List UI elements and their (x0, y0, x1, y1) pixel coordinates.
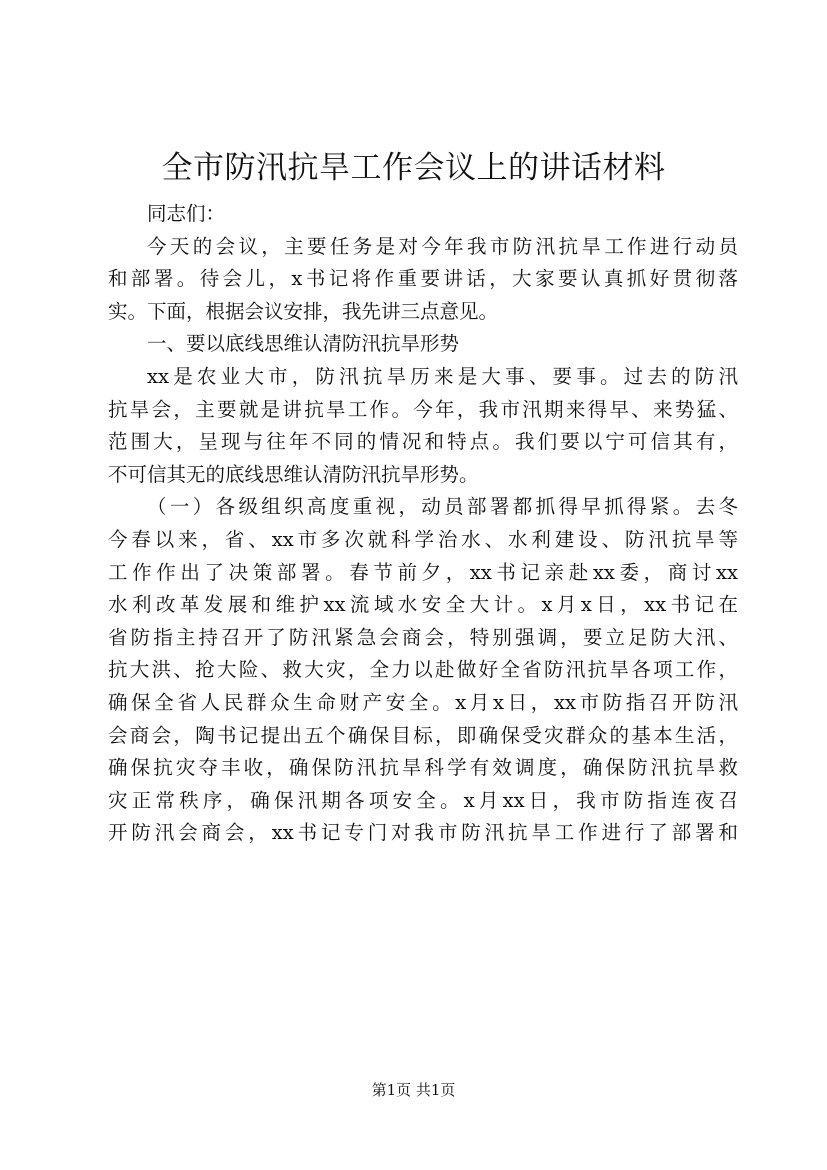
paragraph-line: 不可信其无的底线思维认清防汛抗旱形势。 (108, 462, 479, 486)
paragraph-line: xx是农业大市，防汛抗旱历来是大事、要事。过去的防汛 (147, 364, 738, 388)
page-footer: 第1页 共1页 (371, 1081, 456, 1099)
paragraph-line: 确保全省人民群众生命财产安全。x月x日，xx市防指召开防汛 (108, 690, 738, 714)
paragraph-line: 同志们： (147, 202, 226, 225)
paragraph-line: 抗旱会，主要就是讲抗旱工作。今年，我市汛期来得早、来势猛、 (108, 397, 738, 421)
paragraph-line: 一、要以底线思维认清防汛抗旱形势 (147, 332, 460, 356)
paragraph-line: 会商会，陶书记提出五个确保目标，即确保受灾群众的基本生活， (108, 723, 738, 747)
paragraph-line: 开防汛会商会，xx书记专门对我市防汛抗旱工作进行了部署和 (108, 821, 738, 845)
paragraph-line: 抗大洪、抢大险、救大灾，全力以赴做好全省防汛抗旱各项工作， (108, 658, 738, 682)
document-body (108, 198, 738, 850)
paragraph-line: 确保抗灾夺丰收，确保防汛抗旱科学有效调度，确保防汛抗旱救 (108, 756, 738, 780)
paragraph-line: （一）各级组织高度重视，动员部署都抓得早抓得紧。去冬 (147, 495, 738, 519)
paragraph-line: 工作作出了决策部署。春节前夕，xx书记亲赴xx委，商讨xx (108, 560, 738, 584)
paragraph-line: 今春以来，省、xx市多次就科学治水、水利建设、防汛抗旱等 (108, 527, 738, 551)
paragraph-line: 实。下面，根据会议安排，我先讲三点意见。 (108, 299, 499, 323)
paragraph-line: 和部署。待会儿，x书记将作重要讲话，大家要认真抓好贯彻落 (108, 267, 738, 291)
paragraph-line: 省防指主持召开了防汛紧急会商会，特别强调，要立足防大汛、 (108, 625, 738, 649)
document-title: 全市防汛抗旱工作会议上的讲话材料 (161, 150, 666, 186)
paragraph-line: 范围大，呈现与往年不同的情况和特点。我们要以宁可信其有， (108, 430, 738, 454)
paragraph-line: 灾正常秩序，确保汛期各项安全。x月xx日，我市防指连夜召 (108, 788, 738, 812)
paragraph-line: 水利改革发展和维护xx流域水安全大计。x月x日，xx书记在 (108, 593, 738, 617)
paragraph-line: 今天的会议，主要任务是对今年我市防汛抗旱工作进行动员 (147, 234, 738, 258)
